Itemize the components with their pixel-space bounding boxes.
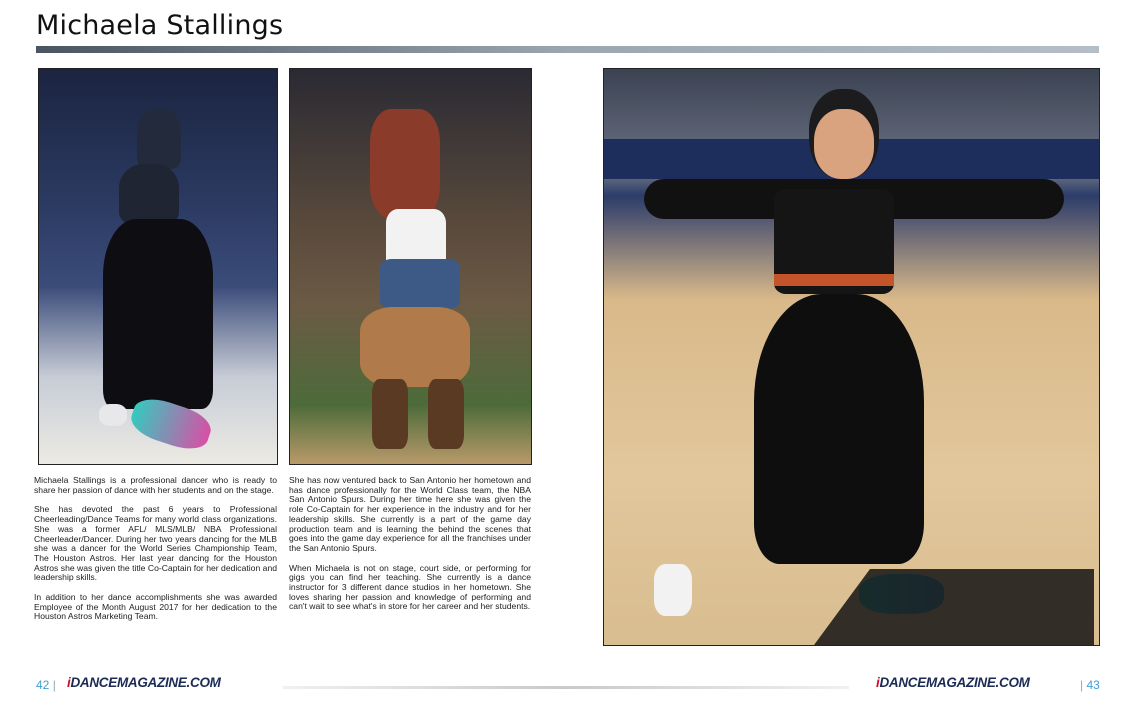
article-column-right xyxy=(289,476,531,622)
title-divider xyxy=(36,46,1099,53)
brand-name: DANCEMAGAZINE.COM xyxy=(70,675,221,690)
page-number: 43 xyxy=(1086,678,1100,692)
page-number: 42 xyxy=(36,678,50,692)
photo-arena-dancer xyxy=(38,68,278,465)
footer-divider xyxy=(283,686,849,689)
page-title: Michaela Stallings xyxy=(36,10,284,41)
article-paragraph: She has devoted the past 6 years to Professional Cheerleading/Dance Teams for many world class organizations. She was a former AFL/ MLS/MLB/ NBA Professional Cheerleader/Dancer. During her two years dancing for the MLB she was a dancer for the World Series Championship Team, The Houston Astros. Her last year dancing for the Houston Astros she was given the title Co-Captain for her dedication and leadership skills. xyxy=(34,504,277,583)
brand-logo-left[interactable] xyxy=(67,675,221,690)
page-number-left: 42 | xyxy=(36,678,56,692)
article-paragraph: She has now ventured back to San Antonio her hometown and has dance professionally for the World Class team, the NBA San Antonio Spurs. During her time here she was given the role Co-Captain for her experience in the industry and for her leadership skills. She currently is a part of the game day production team and is learning the behind the scenes that goes into the game day experience for all the franchises under the San Antonio Spurs. xyxy=(289,475,531,553)
brand-name: DANCEMAGAZINE.COM xyxy=(879,675,1030,690)
article-paragraph: When Michaela is not on stage, court side, or performing for gigs you can find her teaching. She currently is a dance instructor for 3 different dance studios in her hometown. She loves sharing her passion and knowledge of performing and can't wait to see what's in store for her career and her students. xyxy=(289,562,531,612)
brand-i: i xyxy=(67,675,71,690)
article-column-left xyxy=(34,476,277,632)
article-paragraph: Michaela Stallings is a professional dancer who is ready to share her passion of dance with her students and on the stage. xyxy=(34,475,277,495)
photo-ballpark-dancer xyxy=(289,68,532,465)
page-number-right: | 43 xyxy=(1080,678,1100,692)
brand-i: i xyxy=(876,675,880,690)
brand-logo-right[interactable] xyxy=(876,675,1030,690)
article-paragraph: In addition to her dance accomplishments she was awarded Employee of the Month August 2017 for her dedication to the Houston Astros Marketing Team. xyxy=(34,592,277,622)
photo-court-dancer xyxy=(603,68,1100,646)
